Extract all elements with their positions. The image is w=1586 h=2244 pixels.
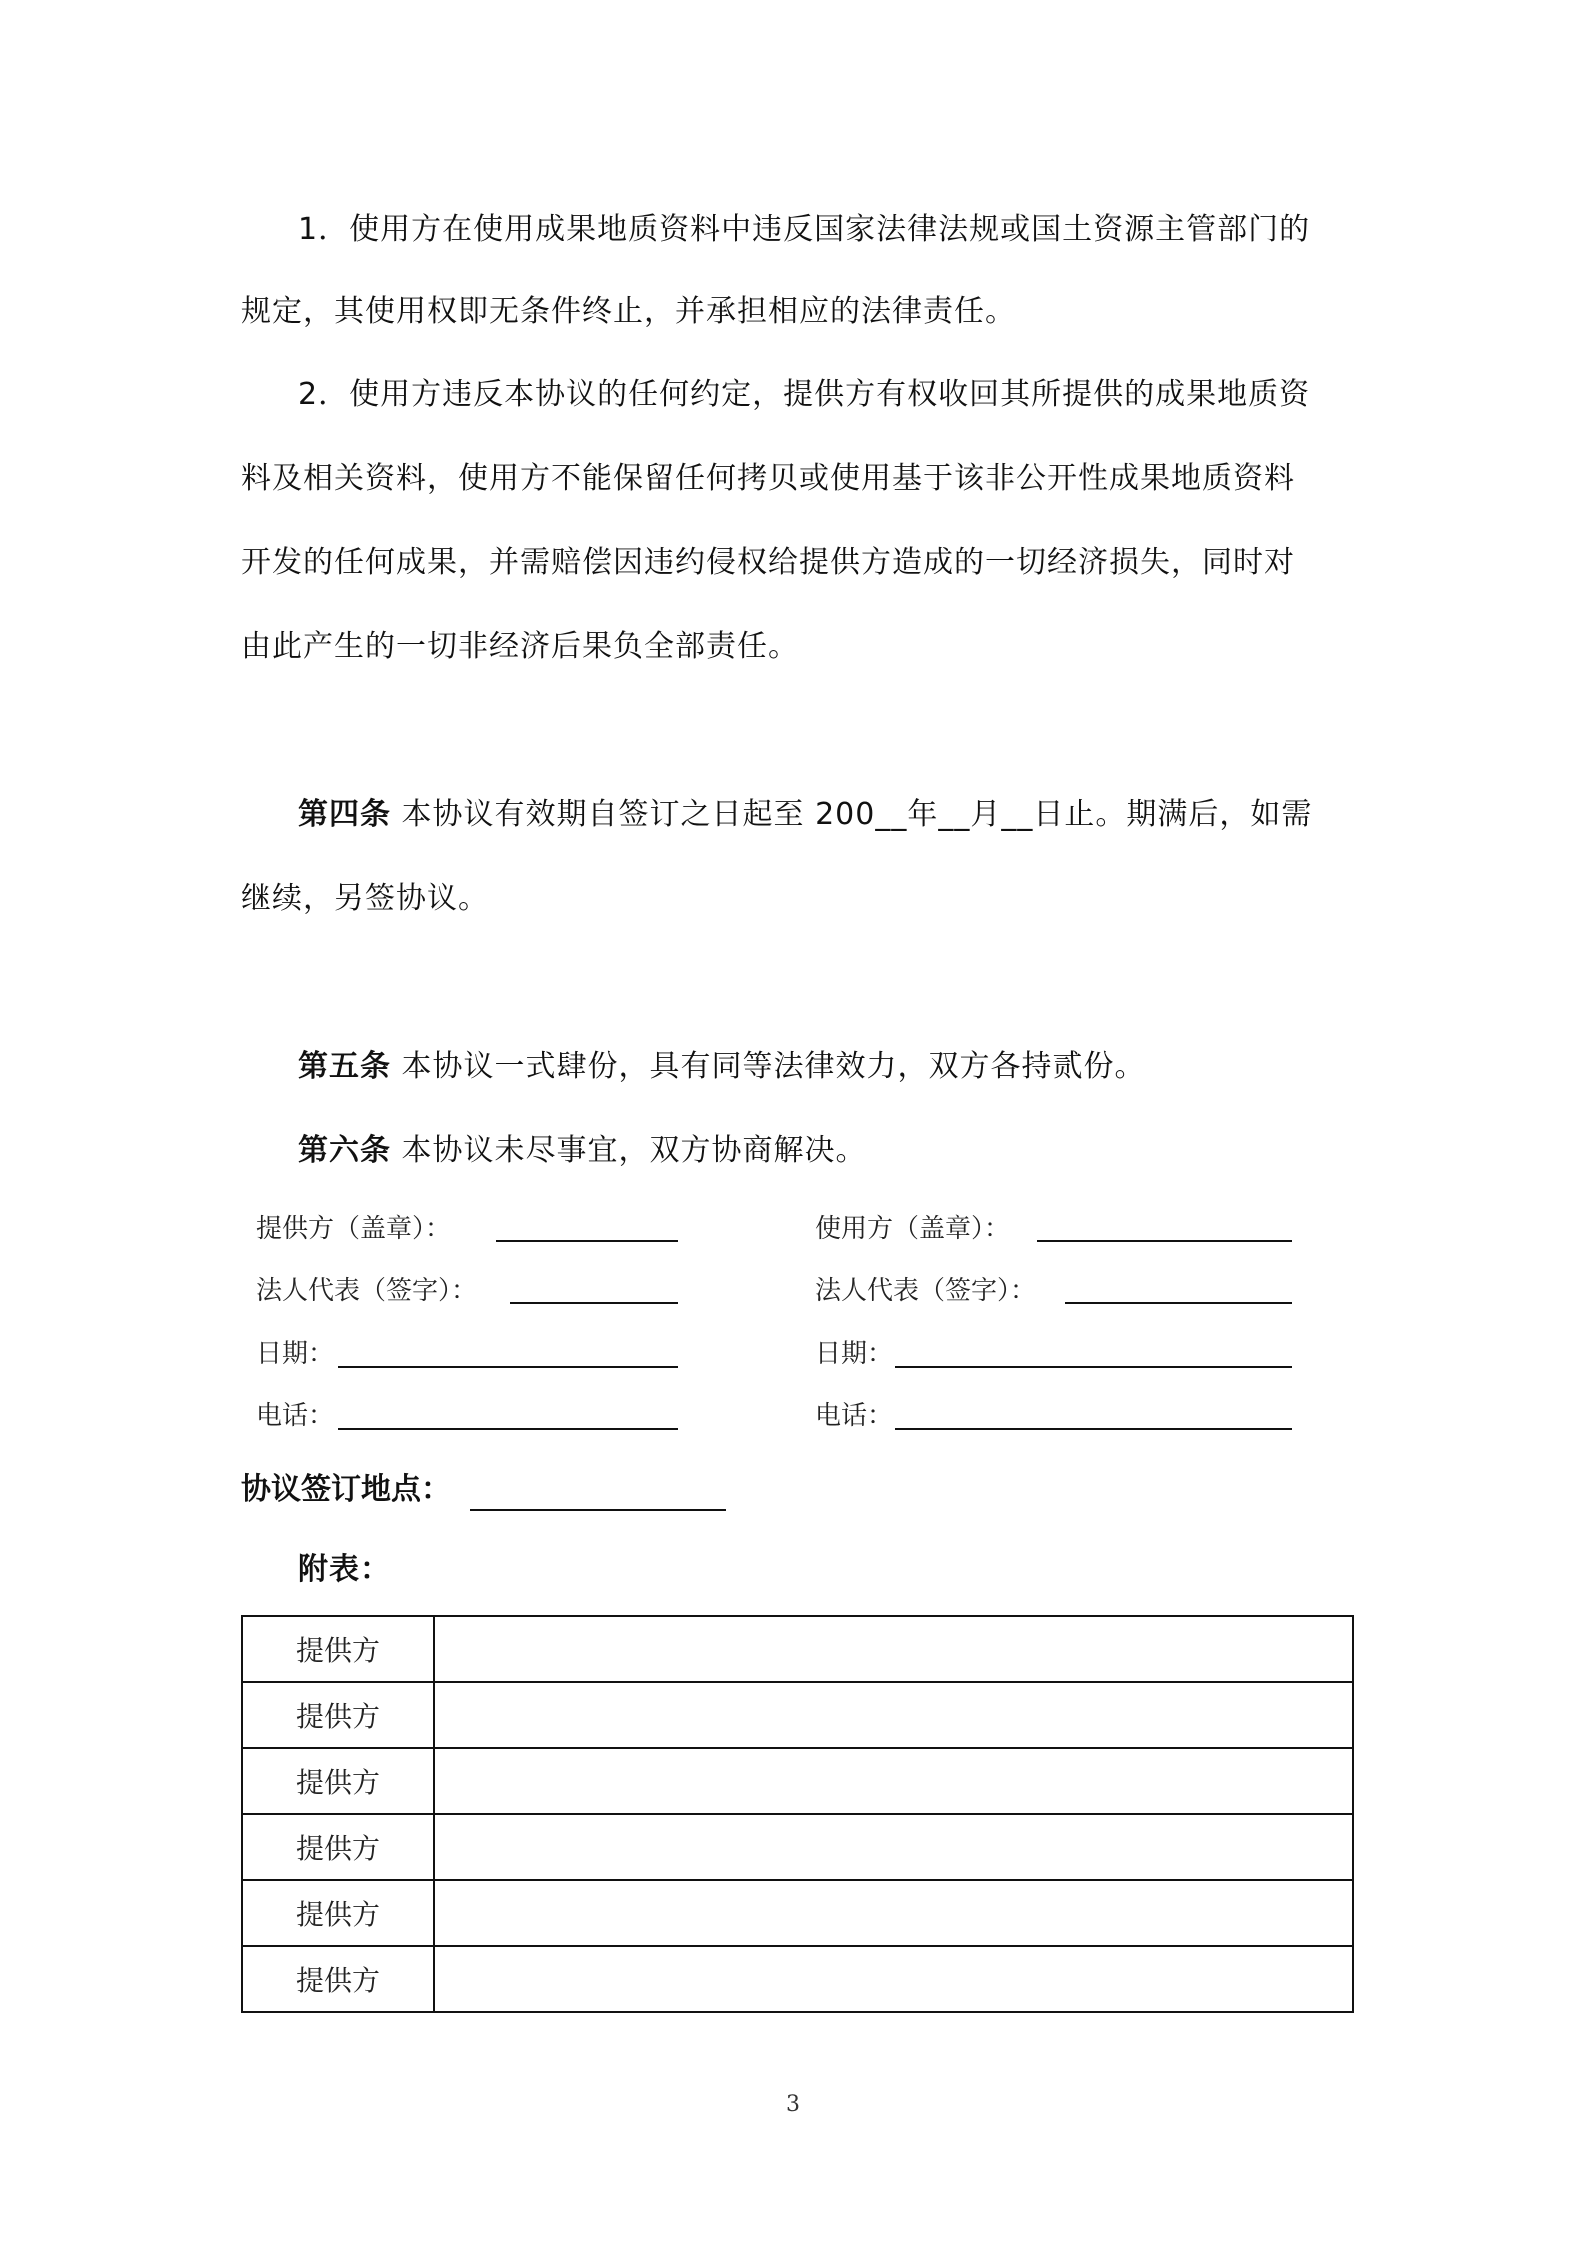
table-row — [242, 1880, 1353, 1946]
table-row — [242, 1946, 1353, 2012]
table-row-label: 提供方 — [242, 1946, 434, 2012]
table-row-label: 提供方 — [242, 1616, 434, 1682]
paragraph-1-line-2: 规定，其使用权即无条件终止，并承担相应的法律责任。 — [241, 294, 1016, 329]
paragraph-2-line-1: 2．使用方违反本协议的任何约定，提供方有权收回其所提供的成果地质资 — [298, 377, 1311, 412]
user-seal-line — [1037, 1240, 1292, 1242]
article-4-line-2: 继续，另签协议。 — [241, 881, 489, 916]
provider-rep-label: 法人代表（签字）： — [256, 1276, 478, 1306]
paragraph-2-line-2: 料及相关资料，使用方不能保留任何拷贝或使用基于该非公开性成果地质资料 — [241, 461, 1295, 496]
user-phone-label: 电话： — [815, 1401, 894, 1431]
table-row-value — [434, 1814, 1353, 1880]
signing-place-line — [470, 1509, 726, 1511]
attachment-title: 附表： — [298, 1552, 391, 1587]
article-6-text: 本协议未尽事宜，双方协商解决。 — [401, 1133, 867, 1168]
attachment-table — [241, 1615, 1354, 2013]
user-seal-label: 使用方（盖章）： — [815, 1214, 1011, 1244]
article-4-line-1 — [298, 795, 1312, 835]
table-row-label: 提供方 — [242, 1880, 434, 1946]
provider-date-label: 日期： — [256, 1339, 335, 1369]
user-rep-line — [1065, 1302, 1292, 1304]
provider-date-line — [338, 1366, 678, 1368]
provider-seal-line — [496, 1240, 678, 1242]
user-date-label: 日期： — [815, 1339, 894, 1369]
article-6 — [298, 1131, 867, 1171]
table-row — [242, 1616, 1353, 1682]
paragraph-2-line-3: 开发的任何成果，并需赔偿因违约侵权给提供方造成的一切经济损失，同时对 — [241, 545, 1295, 580]
provider-phone-label: 电话： — [256, 1401, 335, 1431]
user-phone-line — [895, 1428, 1292, 1430]
provider-phone-line — [338, 1428, 678, 1430]
table-row — [242, 1814, 1353, 1880]
article-5 — [298, 1047, 1146, 1087]
user-date-line — [895, 1366, 1292, 1368]
table-row-label: 提供方 — [242, 1748, 434, 1814]
paragraph-2-line-4: 由此产生的一切非经济后果负全部责任。 — [241, 629, 799, 664]
provider-rep-line — [510, 1302, 678, 1304]
page-number: 3 — [786, 2092, 800, 2117]
table-row-value — [434, 1682, 1353, 1748]
provider-seal-label: 提供方（盖章）： — [256, 1214, 452, 1244]
article-6-label: 第六条 — [298, 1133, 391, 1168]
signing-place-label: 协议签订地点： — [241, 1472, 451, 1507]
article-5-label: 第五条 — [298, 1049, 391, 1084]
table-row — [242, 1682, 1353, 1748]
table-row-label: 提供方 — [242, 1814, 434, 1880]
table-row-value — [434, 1748, 1353, 1814]
article-4-label: 第四条 — [298, 797, 391, 832]
article-5-text: 本协议一式肆份，具有同等法律效力，双方各持贰份。 — [401, 1049, 1146, 1084]
table-row — [242, 1748, 1353, 1814]
table-row-value — [434, 1880, 1353, 1946]
user-rep-label: 法人代表（签字）： — [815, 1276, 1037, 1306]
table-row-label: 提供方 — [242, 1682, 434, 1748]
paragraph-1-line-1: 1．使用方在使用成果地质资料中违反国家法律法规或国土资源主管部门的 — [298, 212, 1311, 247]
article-4-text: 本协议有效期自签订之日起至 200__年__月__日止。期满后，如需 — [401, 797, 1313, 832]
table-row-value — [434, 1946, 1353, 2012]
table-row-value — [434, 1616, 1353, 1682]
